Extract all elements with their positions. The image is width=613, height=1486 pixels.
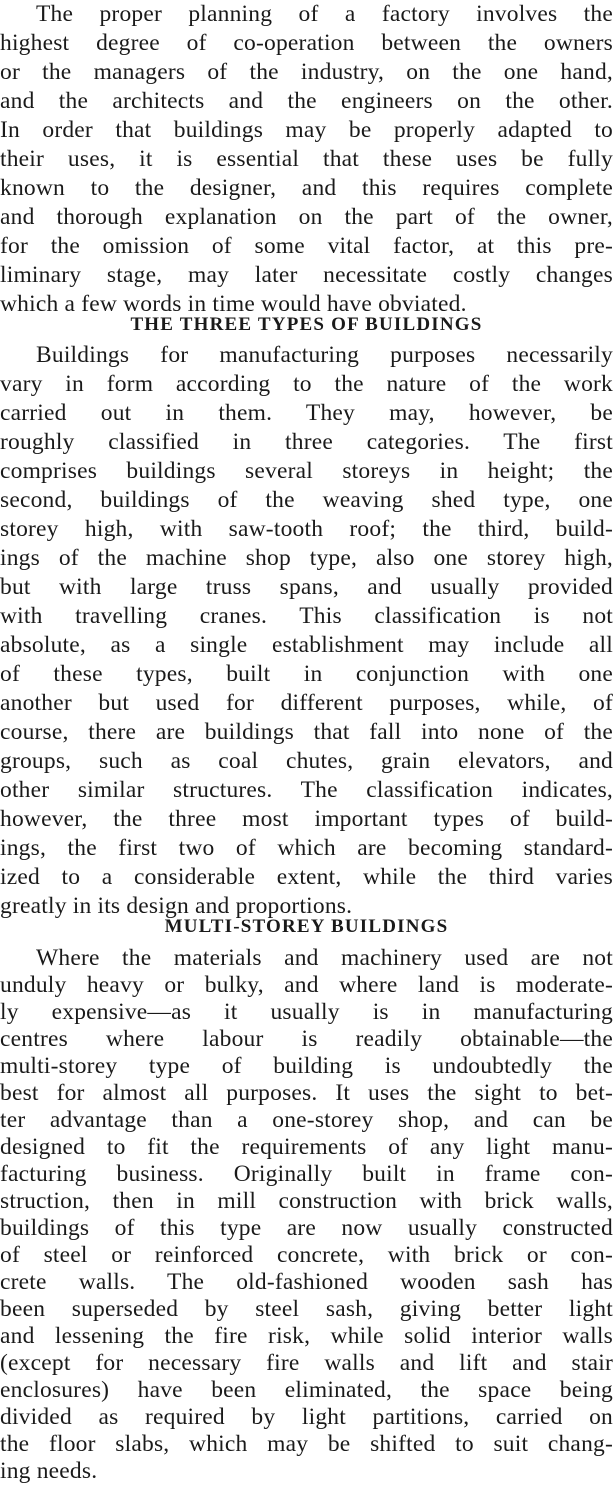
text-line: with travelling cranes. This classification is not bbox=[0, 603, 613, 629]
text-line: comprises buildings several storeys in height; the bbox=[0, 458, 613, 484]
text-line: storey high, with saw-tooth roof; the third, build- bbox=[0, 516, 613, 542]
section-heading-multi-storey: MULTI-STOREY BUILDINGS bbox=[164, 916, 449, 937]
text-line: known to the designer, and this requires complete bbox=[0, 175, 613, 201]
text-line: second, buildings of the weaving shed type, one bbox=[0, 487, 613, 513]
text-line: vary in form according to the nature of the work bbox=[0, 371, 613, 397]
text-line: but with large truss spans, and usually provided bbox=[0, 574, 613, 600]
text-line: greatly in its design and proportions. bbox=[0, 893, 353, 919]
text-line: roughly classified in three categories. The first bbox=[0, 429, 613, 455]
text-line: or the managers of the industry, on the one hand, bbox=[0, 59, 613, 85]
text-line: Where the materials and machinery used are not bbox=[36, 945, 613, 971]
text-line: of steel or reinforced concrete, with brick or con- bbox=[0, 1242, 613, 1268]
text-line: centres where labour is readily obtainable—the bbox=[0, 1026, 613, 1052]
text-line: ter advantage than a one-storey shop, and can be bbox=[0, 1107, 613, 1133]
text-line: and the architects and the engineers on the other. bbox=[0, 88, 613, 114]
text-line: facturing business. Originally built in frame con- bbox=[0, 1161, 613, 1187]
text-line: groups, such as coal chutes, grain elevators, and bbox=[0, 748, 613, 774]
text-line: however, the three most important types of build- bbox=[0, 806, 613, 832]
text-line: ly expensive—as it usually is in manufacturing bbox=[0, 999, 613, 1025]
text-line: carried out in them. They may, however, be bbox=[0, 400, 613, 426]
text-line: of these types, built in conjunction with one bbox=[0, 661, 613, 687]
text-line: Buildings for manufacturing purposes necessarily bbox=[36, 342, 613, 368]
text-line: crete walls. The old-fashioned wooden sash has bbox=[0, 1269, 613, 1295]
text-line: best for almost all purposes. It uses the sight to bet- bbox=[0, 1080, 613, 1106]
text-line: course, there are buildings that fall into none of the bbox=[0, 719, 613, 745]
text-line: other similar structures. The classification indicates, bbox=[0, 777, 613, 803]
text-line: The proper planning of a factory involves the bbox=[36, 1, 613, 27]
section-heading-three-types: THE THREE TYPES OF BUILDINGS bbox=[130, 314, 483, 335]
text-line: which a few words in time would have obviated. bbox=[0, 291, 467, 317]
text-line: highest degree of co-operation between the owners bbox=[0, 30, 613, 56]
text-line: buildings of this type are now usually constructed bbox=[0, 1215, 613, 1241]
text-line: liminary stage, may later necessitate costly changes bbox=[0, 262, 613, 288]
text-line: the floor slabs, which may be shifted to suit chang- bbox=[0, 1431, 613, 1457]
text-line: been superseded by steel sash, giving better light bbox=[0, 1296, 613, 1322]
text-line: struction, then in mill construction with brick walls, bbox=[0, 1188, 613, 1214]
text-line: and thorough explanation on the part of the owner, bbox=[0, 204, 613, 230]
text-line: enclosures) have been eliminated, the space being bbox=[0, 1377, 613, 1403]
text-line: and lessening the fire risk, while solid interior walls bbox=[0, 1323, 613, 1349]
text-line: designed to fit the requirements of any light manu- bbox=[0, 1134, 613, 1160]
text-line: In order that buildings may be properly adapted to bbox=[0, 117, 613, 143]
text-line: absolute, as a single establishment may include all bbox=[0, 632, 613, 658]
text-line: divided as required by light partitions, carried on bbox=[0, 1404, 613, 1430]
text-line: multi-storey type of building is undoubtedly the bbox=[0, 1053, 613, 1079]
text-line: for the omission of some vital factor, at this pre- bbox=[0, 233, 613, 259]
text-line: ing needs. bbox=[0, 1458, 98, 1484]
text-line: another but used for different purposes, while, of bbox=[0, 690, 613, 716]
text-line: ings, the first two of which are becoming standard- bbox=[0, 835, 613, 861]
text-line: unduly heavy or bulky, and where land is moderate- bbox=[0, 972, 613, 998]
text-line: (except for necessary fire walls and lift and stair bbox=[0, 1350, 613, 1376]
text-line: ized to a considerable extent, while the third varies bbox=[0, 864, 613, 890]
text-line: their uses, it is essential that these uses be fully bbox=[0, 146, 613, 172]
text-line: ings of the machine shop type, also one storey high, bbox=[0, 545, 613, 571]
